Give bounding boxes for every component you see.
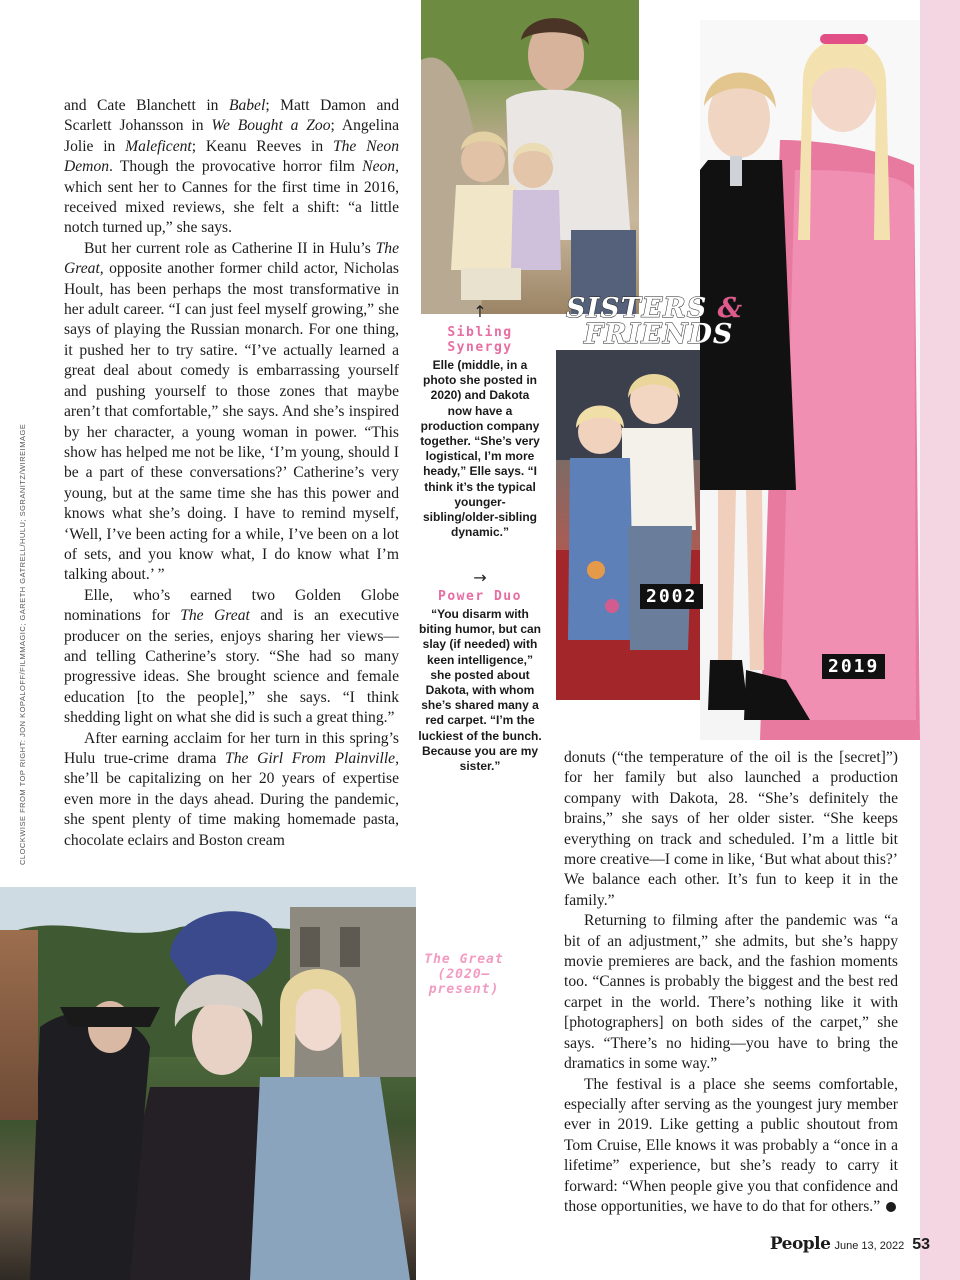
text-run: ; Matt Damon and Scarlett Johansson in bbox=[64, 97, 399, 135]
text-run: . Though the provocative horror film bbox=[109, 158, 363, 176]
sisters-2019-art bbox=[700, 20, 920, 740]
caption-text: “You disarm with biting humor, but can slay (if needed) with keen intelligence,” she posted about Dakota, with whom she’s shared many a red carpet. “I’m the luckiest of the bunch. Because you are my sister.” bbox=[418, 607, 542, 774]
the-great-photo bbox=[0, 887, 416, 1280]
end-mark-icon bbox=[886, 1202, 896, 1212]
caption-text: “She’s very messy; she’s not always the strongest woman in the room,” Elle (with Gillian Anderson) says of Catherine. “But it is a feminist show.” bbox=[418, 999, 510, 1182]
text-run: Elle, who’s earned two Golden Globe nominations for bbox=[64, 586, 399, 625]
page-footer bbox=[760, 1234, 930, 1254]
article-column-right bbox=[564, 748, 898, 1217]
sisters-2019-photo bbox=[700, 20, 920, 740]
page-edge-stripe bbox=[920, 0, 960, 1280]
text-run: opposite another former child actor, Nicholas Hoult, has been perhaps the most transformative in her adult career. “I can just feel myself growing,” she says of playing the Russian monarch. For one thing, it pushed her to try satire. “I’ve actually learned a great deal about comedy is embarrassing yourself and pushing yourself to those zones that maybe aren’t that comfortable,” she says. And she’s inspired by her character, a young woman in power. “This show has helped me not be like, ‘I’m young, should I be a part of these conversations?’ Catherine’s very young, but at the same time she has this power and knows what she’s doing. I have to remind myself, ‘Well, I’ve been acting for a while, I’ve been on a lot of sets, and you know what, I do know what I’m talking about.’ ” bbox=[64, 260, 399, 584]
article-paragraph-text: The festival is a place she seems comfortable, especially after serving as the youngest jury member ever in 2019. Like getting a public shoutout from Tom Cruise, Elle knows it was probably a “once in a lifetime” experience, but she’s ready to carry it forward: “When people give you that confidence and those opportunities, we have to do that for others.” bbox=[564, 1075, 898, 1215]
italic-title: The Great, bbox=[64, 239, 399, 278]
photo-credit: CLOCKWISE FROM TOP RIGHT: JON KOPALOFF/FILMMAGIC; GARETH GATRELL/HULU; SGRANITZ/WIREIMAGE bbox=[18, 423, 27, 865]
sisters-2002-art bbox=[556, 350, 706, 700]
article-paragraph bbox=[64, 729, 399, 851]
left-edge-photo-strip bbox=[0, 930, 38, 1120]
caption-sibling-synergy bbox=[420, 302, 540, 540]
sidebar-title bbox=[566, 293, 746, 350]
article-paragraph: Returning to filming after the pandemic was “a bit of an adjustment,” she admits, but she’s happy movie premieres are back, and the fashion moments too. “Cannes is probably the biggest and the best red carpet in the world. There’s nothing like it with [photographers] on both sides of the carpet,” she says. “There’s no hiding—you have to bring the dramatics in some way.” bbox=[564, 912, 898, 1073]
italic-title: Neon bbox=[362, 158, 396, 176]
the-great-art bbox=[0, 887, 416, 1280]
page-number: 53 bbox=[912, 1236, 930, 1253]
text-run: After earning acclaim for her turn in this spring’s Hulu true-crime drama bbox=[64, 729, 399, 767]
text-run: , which sent her to Cannes for the first time in 2016, received mixed reviews, she felt a shift: “a little notch turned up,” she says. bbox=[64, 158, 399, 237]
italic-title: The Girl From Plainville, bbox=[225, 750, 399, 767]
sidebar-title-line1: SISTERS bbox=[566, 293, 708, 324]
arrow-right-icon: → bbox=[473, 568, 487, 587]
text-run: and Cate Blanchett in bbox=[64, 97, 229, 114]
article-paragraph bbox=[64, 96, 399, 239]
article-column-left bbox=[64, 96, 399, 851]
article-paragraph bbox=[64, 586, 399, 729]
caption-heading-line3: present) bbox=[428, 982, 500, 997]
caption-heading-line1: The Great bbox=[424, 952, 504, 967]
caption-the-great bbox=[418, 952, 510, 1183]
italic-title: The Great bbox=[180, 607, 250, 625]
italic-title: Maleficent bbox=[125, 137, 192, 155]
year-label-2002: 2002 bbox=[640, 584, 703, 609]
italic-title: Babel bbox=[228, 97, 266, 114]
italic-title: The Neon Demon bbox=[64, 137, 399, 176]
year-label-2019: 2019 bbox=[822, 654, 885, 679]
sidebar-title-line2: FRIENDS bbox=[584, 319, 734, 350]
article-paragraph: donuts (“the temperature of the oil is the [secret]”) for her family but also launched a production company with Dakota, 28. “She’s definitely the brains,” she says of her older sister. “She keeps everything on track and scheduled. I’m a little bit more creative—I come in like, ‘But what about this?’ We balance each other. It’s fun to keep it in the family.” bbox=[564, 749, 898, 909]
sisters-2002-photo bbox=[556, 350, 706, 700]
caption-heading-line2: (2020– bbox=[437, 967, 491, 982]
sidebar-title-amp: & bbox=[717, 293, 744, 324]
childhood-photo bbox=[421, 0, 639, 314]
article-paragraph bbox=[64, 239, 399, 586]
magazine-brand: People bbox=[769, 1234, 831, 1254]
issue-date: June 13, 2022 bbox=[834, 1240, 905, 1252]
text-run: and is an executive producer on the series, enjoys sharing her views—and telling Catherine’s story. “She had so many progressive ideas. She brought science and female education [to the people],” she says. “I think shedding light on what she did is such a great thing.” bbox=[64, 607, 399, 727]
article-paragraph bbox=[564, 1075, 898, 1218]
caption-power-duo bbox=[418, 568, 542, 774]
text-run: ; Angelina Jolie in bbox=[64, 117, 400, 155]
caption-heading: Sibling Synergy bbox=[447, 325, 513, 355]
arrow-up-icon: ↑ bbox=[473, 302, 487, 321]
text-run: ; Keanu Reeves in bbox=[191, 137, 333, 155]
childhood-photo-art bbox=[421, 0, 639, 314]
caption-text: Elle (middle, in a photo she posted in 2020) and Dakota now have a production company together. “She’s very logistical, I’m more heady,” Elle says. “I think it’s the typical younger-sibling/older-sibling dynamic.” bbox=[420, 358, 540, 540]
text-run: she’ll be capitalizing on her 20 years of expertise even more in the days ahead. During the pandemic, she spent plenty of time making homemade pasta, chocolate eclairs and Boston cream bbox=[64, 770, 399, 849]
caption-heading: Power Duo bbox=[438, 589, 522, 604]
text-run: But her current role as Catherine II in Hulu’s bbox=[84, 239, 376, 257]
italic-title: We Bought a Zoo bbox=[211, 117, 331, 135]
